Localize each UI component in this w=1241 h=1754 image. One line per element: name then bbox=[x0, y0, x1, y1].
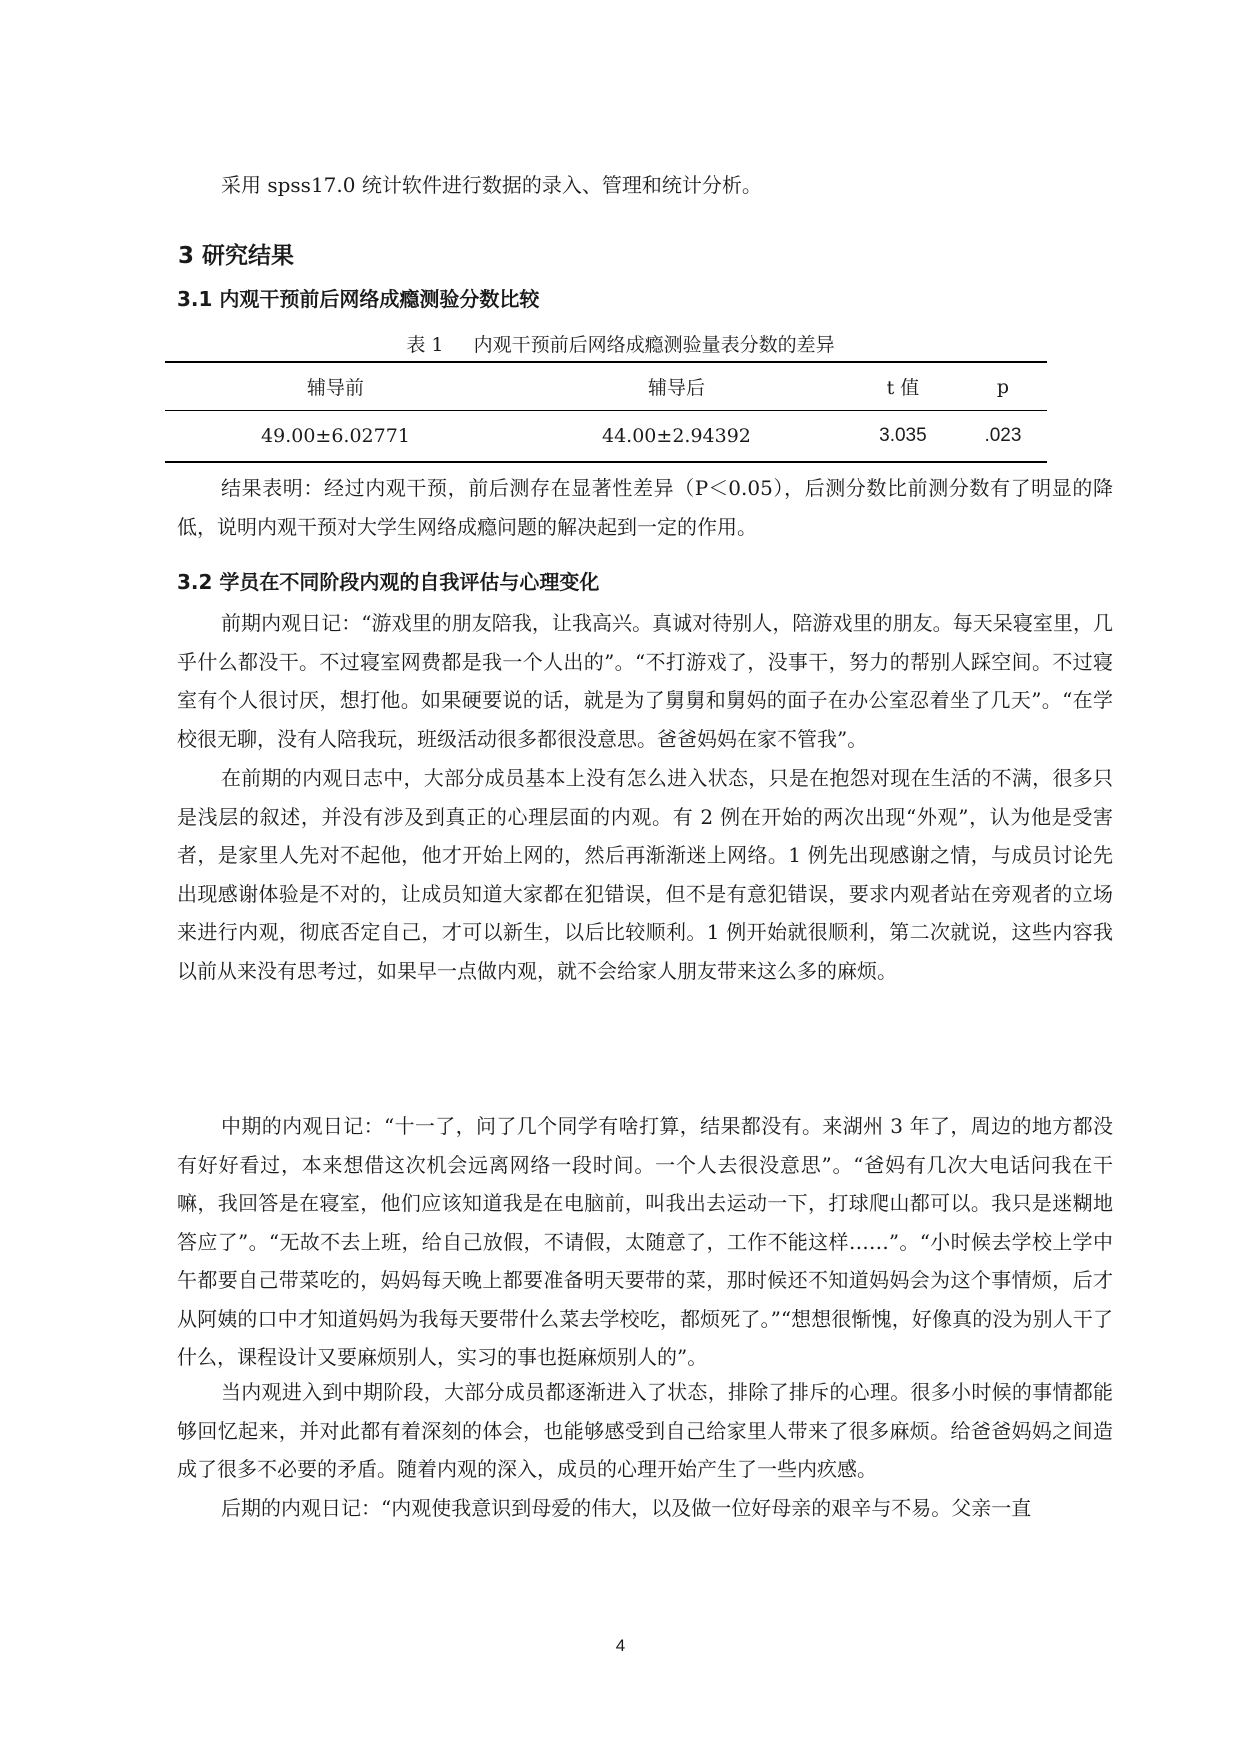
cell-p-value: .023 bbox=[984, 425, 1022, 446]
paragraph-text: 中期的内观日记：“十一了，问了几个同学有啥打算，结果都没有。来湖州 3 年了，周边的地方都没有好好看过，本来想借这次机会远离网络一段时间。一个人去很没意思”。“爸妈有几次大电话问我在干嘛，我回答是在寝室，他们应该知道我是在电脑前，叫我出去运动一下，打球爬山都可以。我只是迷糊地答应了”。“无故不去上班，给自己放假，不请假，太随意了，工作不能这样……”。“小时候去学校上学中午都要自己带菜吃的，妈妈每天晚上都要准备明天要带的菜，那时候还不知道妈妈会为这个事情烦，后才从阿姨的口中才知道妈妈为我每天要带什么菜去学校吃，都烦死了。”“想想很惭愧，好像真的没为别人干了什么，课程设计又要麻烦别人，实习的事也挺麻烦别人的”。 bbox=[177, 1114, 1113, 1369]
section-heading-3 bbox=[178, 237, 1114, 270]
page-number: 4 bbox=[615, 1636, 626, 1655]
paragraph-text: 后期的内观日记：“内观使我意识到母爱的伟大，以及做一位好母亲的艰辛与不易。父亲一直 bbox=[221, 1496, 1032, 1520]
header-t-value: t 值 bbox=[886, 377, 920, 399]
header-pre: 辅导前 bbox=[306, 377, 364, 399]
paragraph-text: 在前期的内观日志中，大部分成员基本上没有怎么进入状态，只是在抱怨对现在生活的不满，很多只是浅层的叙述，并没有涉及到真正的心理层面的内观。有 2 例在开始的两次出现“外观”，认为他是受害者，是家里人先对不起他，他才开始上网的，然后再渐渐迷上网络。1 例先出现感谢之情，与成员讨论先出现感谢体验是不对的，让成员知道大家都在犯错误，但不是有意犯错误，要求内观者站在旁观者的立场来进行内观，彻底否定自己，才可以新生，以后比较顺利。1 例开始就很顺利，第二次就说，这些内容我以前从来没有思考过，如果早一点做内观，就不会给家人朋友带来这么多的麻烦。 bbox=[177, 766, 1113, 983]
table-row bbox=[165, 411, 1047, 463]
cell-post: 44.00±2.94392 bbox=[602, 425, 751, 447]
table-caption: 表 1 内观干预前后网络成瘾测验量表分数的差异 bbox=[406, 334, 835, 356]
paragraph-text: 当内观进入到中期阶段，大部分成员都逐渐进入了状态，排除了排斥的心理。很多小时候的事情都能够回忆起来，并对此都有着深刻的体会，也能够感受到自己给家里人带来了很多麻烦。给爸爸妈妈之间造成了很多不必要的矛盾。随着内观的深入，成员的心理开始产生了一些内疚感。 bbox=[177, 1380, 1113, 1481]
cell-pre: 49.00±6.02771 bbox=[261, 425, 410, 447]
results-table bbox=[165, 361, 1047, 463]
paragraph-early-diary bbox=[177, 604, 1113, 758]
heading-text: 3 研究结果 bbox=[178, 243, 295, 269]
header-post: 辅导后 bbox=[647, 377, 705, 399]
section-heading-3-2 bbox=[177, 566, 1113, 595]
heading-text: 3.2 学员在不同阶段内观的自我评估与心理变化 bbox=[177, 570, 600, 594]
paragraph-mid-analysis bbox=[177, 1373, 1113, 1489]
section-heading-3-1 bbox=[177, 283, 1113, 312]
paragraph-late-diary bbox=[177, 1489, 1113, 1528]
cell-t-value: 3.035 bbox=[879, 425, 927, 446]
paragraph-software bbox=[177, 166, 1113, 205]
paragraph-mid-diary bbox=[177, 1107, 1113, 1377]
table-header-row bbox=[165, 362, 1047, 411]
heading-text: 3.1 内观干预前后网络成瘾测验分数比较 bbox=[177, 287, 540, 311]
paragraph-text: 采用 spss17.0 统计软件进行数据的录入、管理和统计分析。 bbox=[221, 173, 762, 197]
paragraph-text: 前期内观日记：“游戏里的朋友陪我，让我高兴。真诚对待别人，陪游戏里的朋友。每天呆寝室里，几乎什么都没干。不过寝室网费都是我一个人出的”。“不打游戏了，没事干，努力的帮别人踩空间。不过寝室有个人很讨厌，想打他。如果硬要说的话，就是为了舅舅和舅妈的面子在办公室忍着坐了几天”。“在学校很无聊，没有人陪我玩，班级活动很多都很没意思。爸爸妈妈在家不管我”。 bbox=[177, 611, 1113, 751]
header-p-value: p bbox=[996, 375, 1010, 398]
paragraph-result bbox=[177, 469, 1113, 546]
paragraph-text: 结果表明：经过内观干预，前后测存在显著性差异（P＜0.05），后测分数比前测分数有了明显的降低，说明内观干预对大学生网络成瘾问题的解决起到一定的作用。 bbox=[177, 476, 1113, 539]
paragraph-early-analysis bbox=[177, 759, 1113, 990]
